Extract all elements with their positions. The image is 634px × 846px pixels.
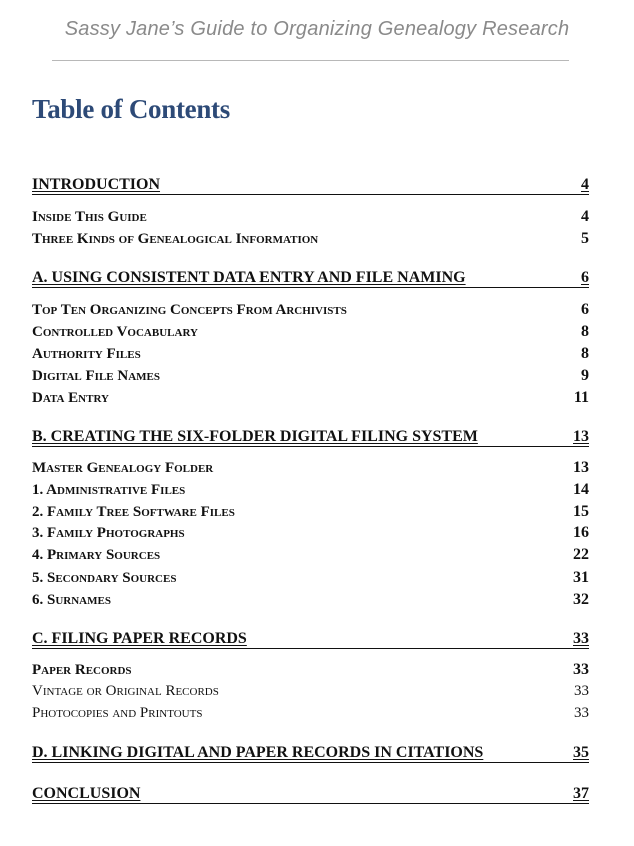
toc-entry[interactable] — [32, 705, 589, 722]
toc-entry[interactable] — [32, 683, 589, 700]
toc-entry-page: 15 — [573, 503, 589, 520]
toc-entry-label: Data Entry — [32, 390, 109, 406]
toc-entry-page: 4 — [581, 176, 589, 193]
toc-entry-introduction[interactable] — [32, 176, 589, 194]
toc-entry-page: 6 — [581, 301, 589, 318]
toc-entry-page: 33 — [574, 705, 589, 721]
toc-entry-section-b[interactable] — [32, 428, 589, 446]
section-underline — [32, 194, 589, 195]
toc-entry-section-a[interactable] — [32, 269, 589, 287]
toc-entry-label: C. FILING PAPER RECORDS — [32, 630, 247, 647]
running-header: Sassy Jane’s Guide to Organizing Genealogy Research — [64, 18, 570, 40]
toc-entry-label: 5. Secondary Sources — [32, 570, 177, 586]
toc-entry-conclusion[interactable] — [32, 785, 589, 803]
toc-entry-label: Vintage or Original Records — [32, 683, 219, 699]
section-underline — [32, 287, 589, 288]
toc-entry[interactable] — [32, 323, 589, 341]
toc-entry-label: Inside This Guide — [32, 209, 147, 225]
toc-entry-page: 33 — [573, 661, 589, 678]
toc-entry-label: INTRODUCTION — [32, 176, 161, 193]
toc-entry-label: B. CREATING THE SIX-FOLDER DIGITAL FILING SYSTEM — [32, 428, 478, 445]
toc-entry-section-c[interactable] — [32, 630, 589, 648]
section-underline — [32, 803, 589, 804]
toc-entry-page: 32 — [573, 591, 589, 608]
toc-entry-page: 33 — [573, 630, 589, 647]
toc-entry-label: Paper Records — [32, 662, 132, 678]
toc-entry[interactable] — [32, 389, 589, 407]
toc-entry-label: A. USING CONSISTENT DATA ENTRY AND FILE NAMING — [32, 269, 466, 286]
toc-entry[interactable] — [32, 569, 589, 587]
toc-entry-label: Photocopies and Printouts — [32, 705, 203, 721]
toc-entry[interactable] — [32, 546, 589, 564]
toc-entry-page: 4 — [581, 208, 589, 225]
toc-entry-label: Three Kinds of Genealogical Information — [32, 231, 319, 247]
toc-entry-label: D. LINKING DIGITAL AND PAPER RECORDS IN CITATIONS — [32, 744, 484, 761]
toc-entry-page: 13 — [573, 428, 589, 445]
toc-entry-page: 14 — [573, 481, 589, 498]
toc-entry-label: 3. Family Photographs — [32, 525, 185, 541]
toc-entry[interactable] — [32, 345, 589, 363]
toc-entry-label: 2. Family Tree Software Files — [32, 504, 235, 520]
toc-entry-page: 6 — [581, 269, 589, 286]
toc-entry[interactable] — [32, 591, 589, 609]
toc-entry-page: 13 — [573, 459, 589, 476]
toc-entry-label: Digital File Names — [32, 368, 160, 384]
toc-entry-label: Controlled Vocabulary — [32, 324, 198, 340]
toc-entry-page: 31 — [573, 569, 589, 586]
toc-entry-page: 33 — [574, 683, 589, 699]
page-title: Table of Contents — [32, 94, 230, 124]
header-divider — [52, 60, 569, 61]
toc-entry-page: 22 — [573, 546, 589, 563]
toc-entry-label: Top Ten Organizing Concepts From Archivists — [32, 302, 347, 318]
toc-entry-section-d[interactable] — [32, 744, 589, 762]
toc-entry-label: Authority Files — [32, 346, 141, 362]
toc-entry[interactable] — [32, 481, 589, 499]
toc-entry[interactable] — [32, 503, 589, 521]
toc-entry-page: 8 — [581, 323, 589, 340]
toc-entry-page: 35 — [573, 744, 589, 761]
section-underline — [32, 648, 589, 649]
toc-entry-label: Master Genealogy Folder — [32, 460, 214, 476]
section-underline — [32, 762, 589, 763]
toc-entry-page: 11 — [573, 389, 589, 406]
toc-entry[interactable] — [32, 661, 589, 679]
toc-entry[interactable] — [32, 230, 589, 248]
toc-entry-page: 16 — [573, 524, 589, 541]
toc-entry[interactable] — [32, 367, 589, 385]
toc-entry-page: 37 — [573, 785, 589, 802]
toc-entry[interactable] — [32, 459, 589, 477]
toc-entry-label: CONCLUSION — [32, 785, 141, 802]
toc-entry-page: 9 — [581, 367, 589, 384]
toc-entry[interactable] — [32, 208, 589, 226]
toc-entry[interactable] — [32, 524, 589, 542]
toc-entry[interactable] — [32, 301, 589, 319]
toc-entry-page: 5 — [581, 230, 589, 247]
section-underline — [32, 446, 589, 447]
toc-entry-label: 4. Primary Sources — [32, 547, 161, 563]
toc-entry-page: 8 — [581, 345, 589, 362]
toc-entry-label: 6. Surnames — [32, 592, 111, 608]
toc-entry-label: 1. Administrative Files — [32, 482, 186, 498]
